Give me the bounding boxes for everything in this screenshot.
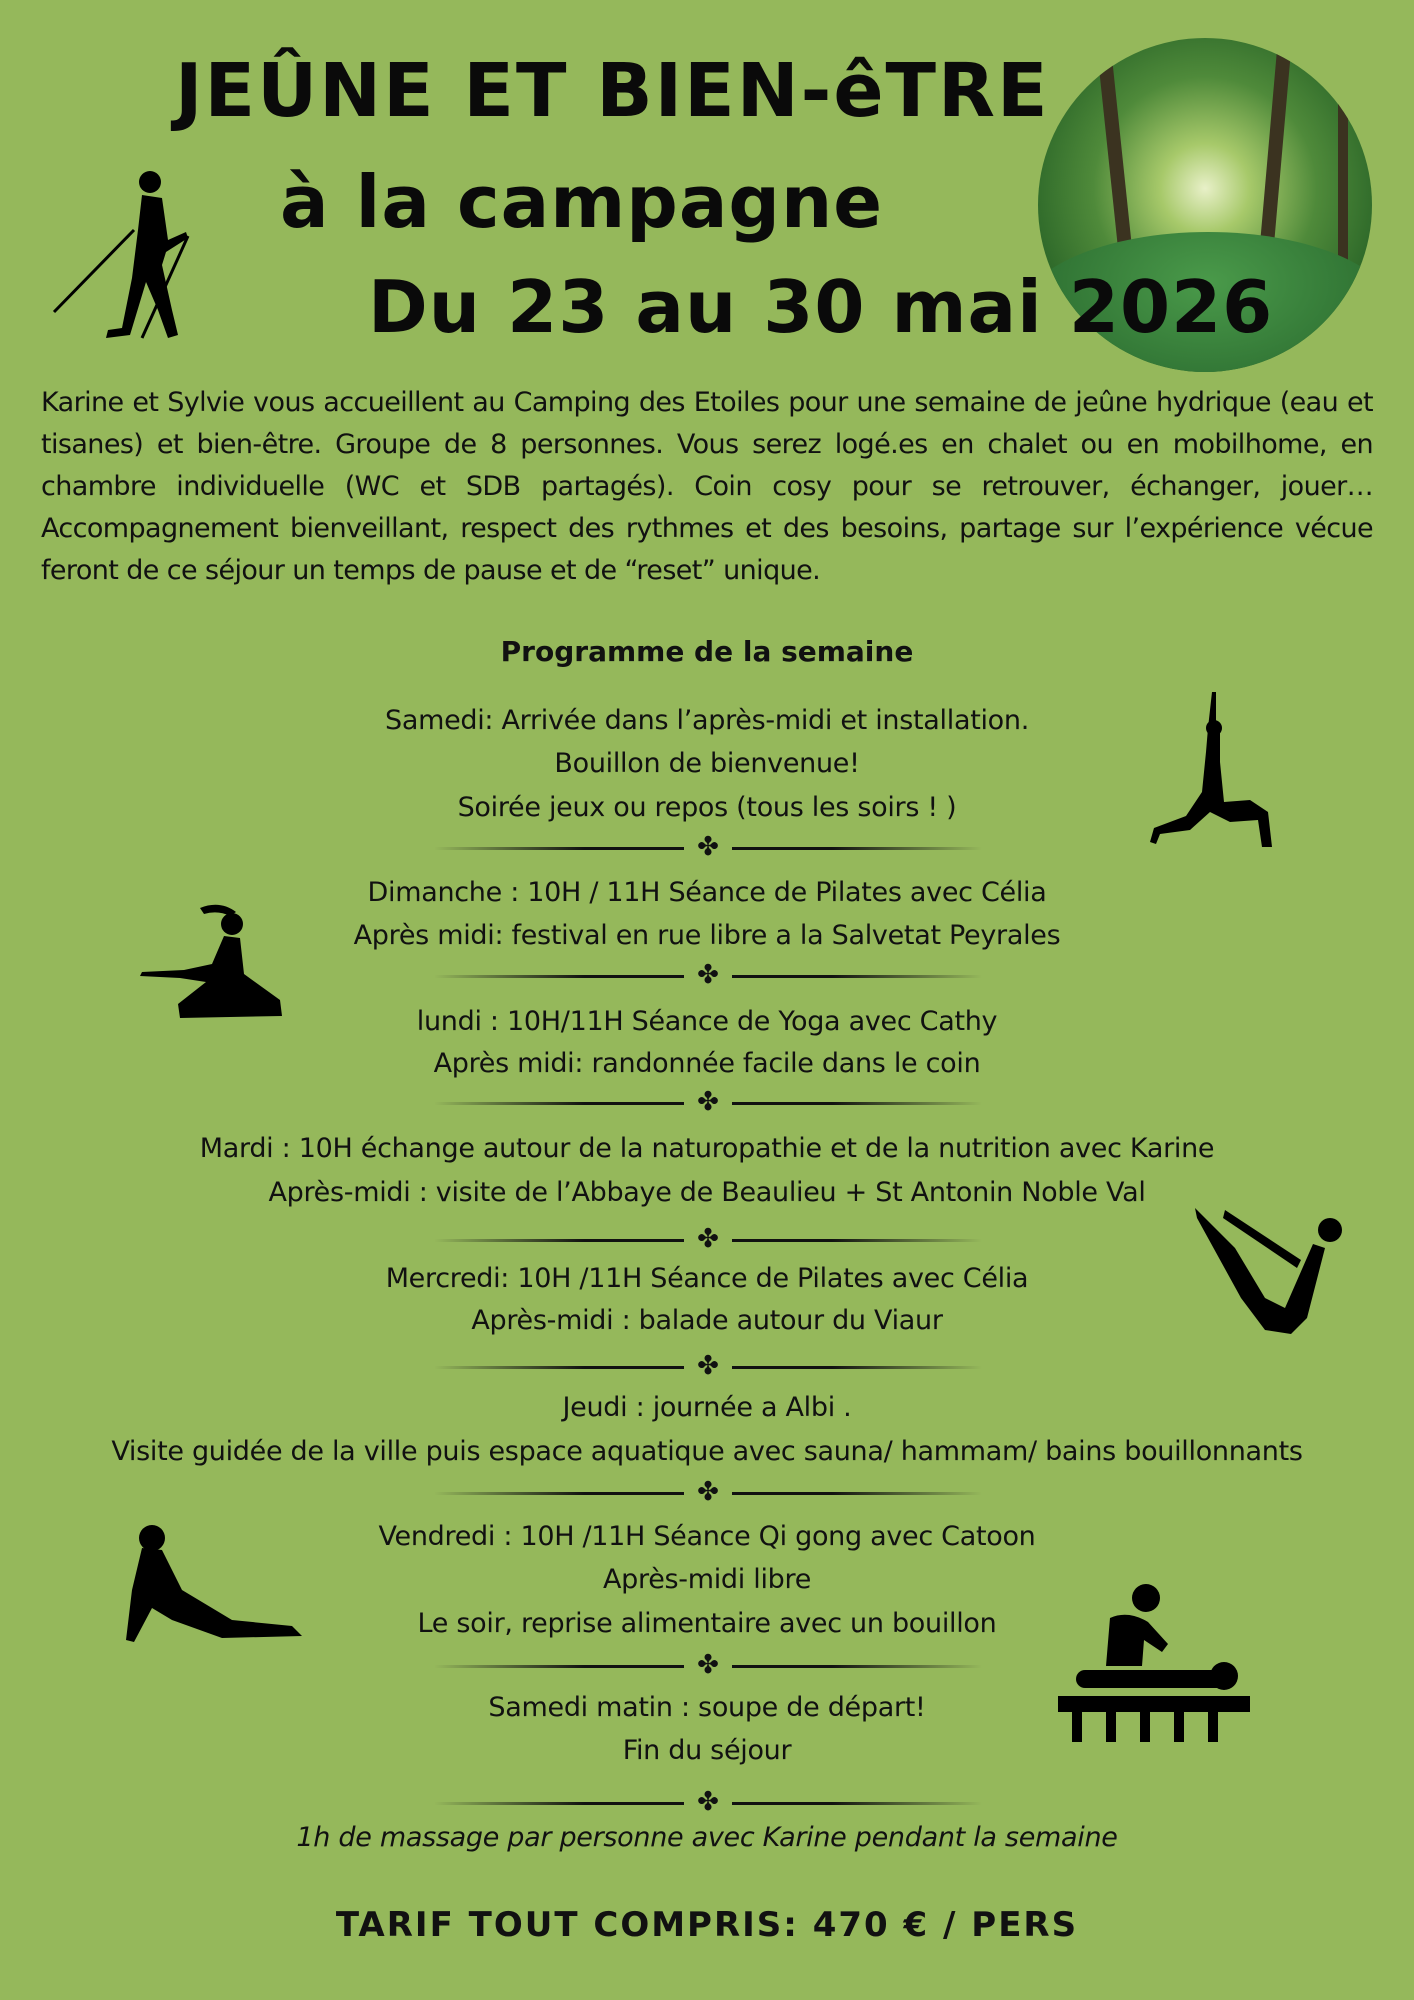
massage-note: 1h de massage par personne avec Karine pendant la semaine: [296, 1822, 1118, 1853]
boat-pose-icon: [1195, 1208, 1350, 1338]
ornament-divider: [434, 1650, 982, 1680]
ornament-icon: ✤: [697, 1351, 719, 1381]
ornament-icon: ✤: [697, 1087, 719, 1117]
ornament-divider: [434, 832, 982, 862]
programme-line: Après-midi : visite de l’Abbaye de Beaulieu + St Antonin Noble Val: [268, 1177, 1146, 1208]
ornament-icon: ✤: [697, 1787, 719, 1817]
title-line-1: JEÛNE ET BIEN-êTRE: [175, 48, 1050, 134]
nordic-walker-icon: [50, 170, 200, 345]
cobra-pose-icon: [122, 1520, 302, 1645]
ornament-icon: ✤: [697, 1650, 719, 1680]
programme-line: Après-midi libre: [602, 1564, 812, 1595]
programme-line: Après midi: randonnée facile dans le coin: [433, 1048, 981, 1079]
intro-paragraph: Karine et Sylvie vous accueillent au Camping des Etoiles pour une semaine de jeûne hydrique (eau et tisanes) et bien-être. Groupe de 8 personnes. Vous serez logé.es en chalet ou en mobilhome, en chambre individuelle (WC et SDB partagés). Coin cosy pour se retrouver, échanger, jouer… Accompagnement bienveillant, respect des rythmes et des besoins, partage sur l’expérience vécue feront de ce séjour un temps de pause et de “reset” unique.: [41, 387, 1373, 586]
programme-line: Mercredi: 10H /11H Séance de Pilates avec Célia: [385, 1263, 1029, 1294]
programme-line: Samedi matin : soupe de départ!: [488, 1692, 926, 1723]
programme-line: Le soir, reprise alimentaire avec un bouillon: [417, 1608, 997, 1639]
ornament-icon: ✤: [697, 832, 719, 862]
ornament-divider: [434, 1087, 982, 1117]
programme-line: Dimanche : 10H / 11H Séance de Pilates avec Célia: [367, 877, 1047, 908]
programme-line: Soirée jeux ou repos (tous les soirs ! ): [457, 792, 957, 823]
title-line-2: à la campagne: [280, 160, 884, 244]
ornament-divider: [434, 1351, 982, 1381]
programme-line: Mardi : 10H échange autour de la naturopathie et de la nutrition avec Karine: [199, 1133, 1215, 1164]
ornament-icon: ✤: [697, 1477, 719, 1507]
title-dates: Du 23 au 30 mai 2026: [368, 265, 1274, 349]
programme-line: Après midi: festival en rue libre a la Salvetat Peyrales: [353, 920, 1061, 951]
seated-yoga-icon: [140, 904, 290, 1024]
programme-line: lundi : 10H/11H Séance de Yoga avec Cathy: [416, 1006, 998, 1037]
price: TARIF TOUT COMPRIS: 470 € / PERS: [335, 1905, 1079, 1945]
ornament-divider: [434, 1787, 982, 1817]
programme-line: Vendredi : 10H /11H Séance Qi gong avec Catoon: [378, 1521, 1036, 1552]
programme-line: Visite guidée de la ville puis espace aquatique avec sauna/ hammam/ bains bouillonnants: [111, 1436, 1303, 1467]
ornament-divider: [434, 1224, 982, 1254]
ornament-icon: ✤: [697, 960, 719, 990]
programme-line: Samedi: Arrivée dans l’après-midi et installation.: [384, 705, 1029, 736]
ornament-divider: [434, 960, 982, 990]
programme-heading: Programme de la semaine: [500, 635, 914, 668]
programme-line: Après-midi : balade autour du Viaur: [471, 1305, 943, 1336]
programme-line: Jeudi : journée a Albi .: [562, 1392, 852, 1423]
programme-line: Fin du séjour: [622, 1735, 792, 1766]
programme-line: Bouillon de bienvenue!: [554, 748, 860, 779]
massage-icon: [1058, 1582, 1250, 1744]
yoga-lunge-icon: [1150, 692, 1280, 852]
ornament-divider: [434, 1477, 982, 1507]
ornament-icon: ✤: [697, 1224, 719, 1254]
